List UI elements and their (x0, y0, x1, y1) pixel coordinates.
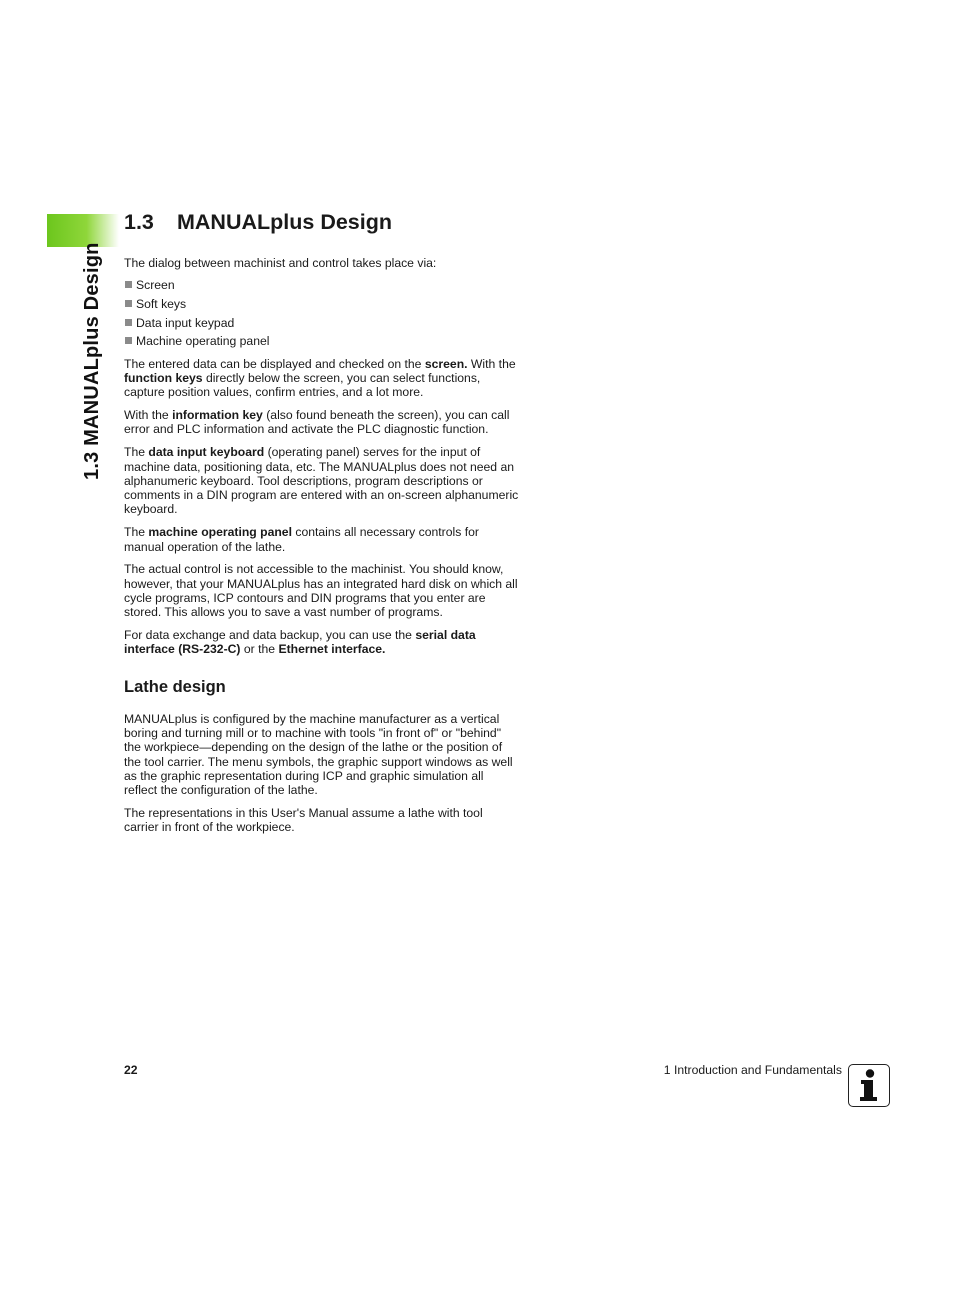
section-heading (124, 208, 520, 236)
text-run: (also found beneath the screen), you can call error and PLC information and activate the PLC diagnostic function. (124, 408, 510, 437)
text-run: (operating panel) serves for the input of machine data, positioning data, etc. The MANUALplus does not need an alphanumeric keyboard. Tool descriptions, program descriptions or comments in a DIN program are entered with an on-screen alphanumeric keyboard. (124, 445, 519, 517)
info-key-paragraph (124, 408, 520, 437)
bold-term: serial data interface (RS-232-C) (124, 628, 476, 657)
text-run: With the (467, 356, 516, 371)
operating-panel-paragraph (124, 525, 520, 554)
bullet-square-icon (125, 337, 132, 344)
text-run: The (124, 445, 149, 460)
page-number: 22 (124, 1063, 138, 1077)
bullet-square-icon (125, 300, 132, 307)
intro-paragraph: The dialog between machinist and control takes place via: (124, 256, 437, 270)
bold-term: machine operating panel (148, 525, 292, 540)
side-section-title-text: 1.3 MANUALplus Design (81, 242, 103, 480)
text-run: With the (124, 408, 173, 423)
bullet-square-icon (125, 281, 132, 288)
list-item-text: Machine operating panel (136, 334, 270, 349)
info-icon (848, 1064, 890, 1107)
list-item (124, 316, 520, 330)
data-exchange-paragraph (124, 628, 520, 657)
text-run: directly below the screen, you can select functions, capture position values, confirm entries, and a lot more. (124, 371, 481, 400)
lathe-representation-paragraph: The representations in this User's Manual assume a lathe with tool carrier in front of the workpiece. (124, 805, 483, 835)
bold-term: function keys (124, 371, 203, 386)
bullet-square-icon (125, 319, 132, 326)
text-run: The entered data can be displayed and checked on the (124, 356, 425, 371)
list-item-text: Data input keypad (136, 315, 235, 330)
footer-chapter-title: 1 Introduction and Fundamentals (663, 1063, 842, 1077)
interface-list (124, 278, 520, 349)
list-item (124, 297, 520, 311)
keyboard-paragraph (124, 445, 520, 516)
bold-term: screen. (424, 356, 468, 371)
text-run: For data exchange and data backup, you can use the (124, 628, 416, 643)
section-title: MANUALplus Design (177, 210, 392, 234)
list-item-text: Soft keys (136, 296, 187, 311)
bold-term: information key (172, 408, 263, 423)
text-run: The (124, 525, 149, 540)
hard-disk-paragraph: The actual control is not accessible to the machinist. You should know, however, that your MANUALplus has an integrated hard disk on which all cycle programs, ICP contours and DIN programs that you enter are stored. This allows you to save a vast number of programs. (124, 562, 518, 620)
subsection-heading: Lathe design (124, 677, 226, 696)
text-run: contains all necessary controls for manual operation of the lathe. (124, 525, 479, 554)
bold-term: data input keyboard (148, 445, 265, 460)
list-item (124, 278, 520, 292)
screen-paragraph (124, 357, 520, 400)
list-item-text: Screen (136, 277, 175, 292)
list-item (124, 334, 520, 348)
bold-term: Ethernet interface. (278, 642, 386, 657)
main-content (124, 208, 520, 843)
section-number: 1.3 (124, 210, 154, 234)
lathe-config-paragraph: MANUALplus is configured by the machine manufacturer as a vertical boring and turning mill or to machine with tools "in front of" or "behind" the workpiece—depending on the design of the lathe or the position of the tool carrier. The menu symbols, the graphic support windows as well as the graphic representation during ICP and graphic simulation all reflect the configuration of the lathe. (124, 711, 513, 798)
text-run: or the (240, 642, 279, 657)
